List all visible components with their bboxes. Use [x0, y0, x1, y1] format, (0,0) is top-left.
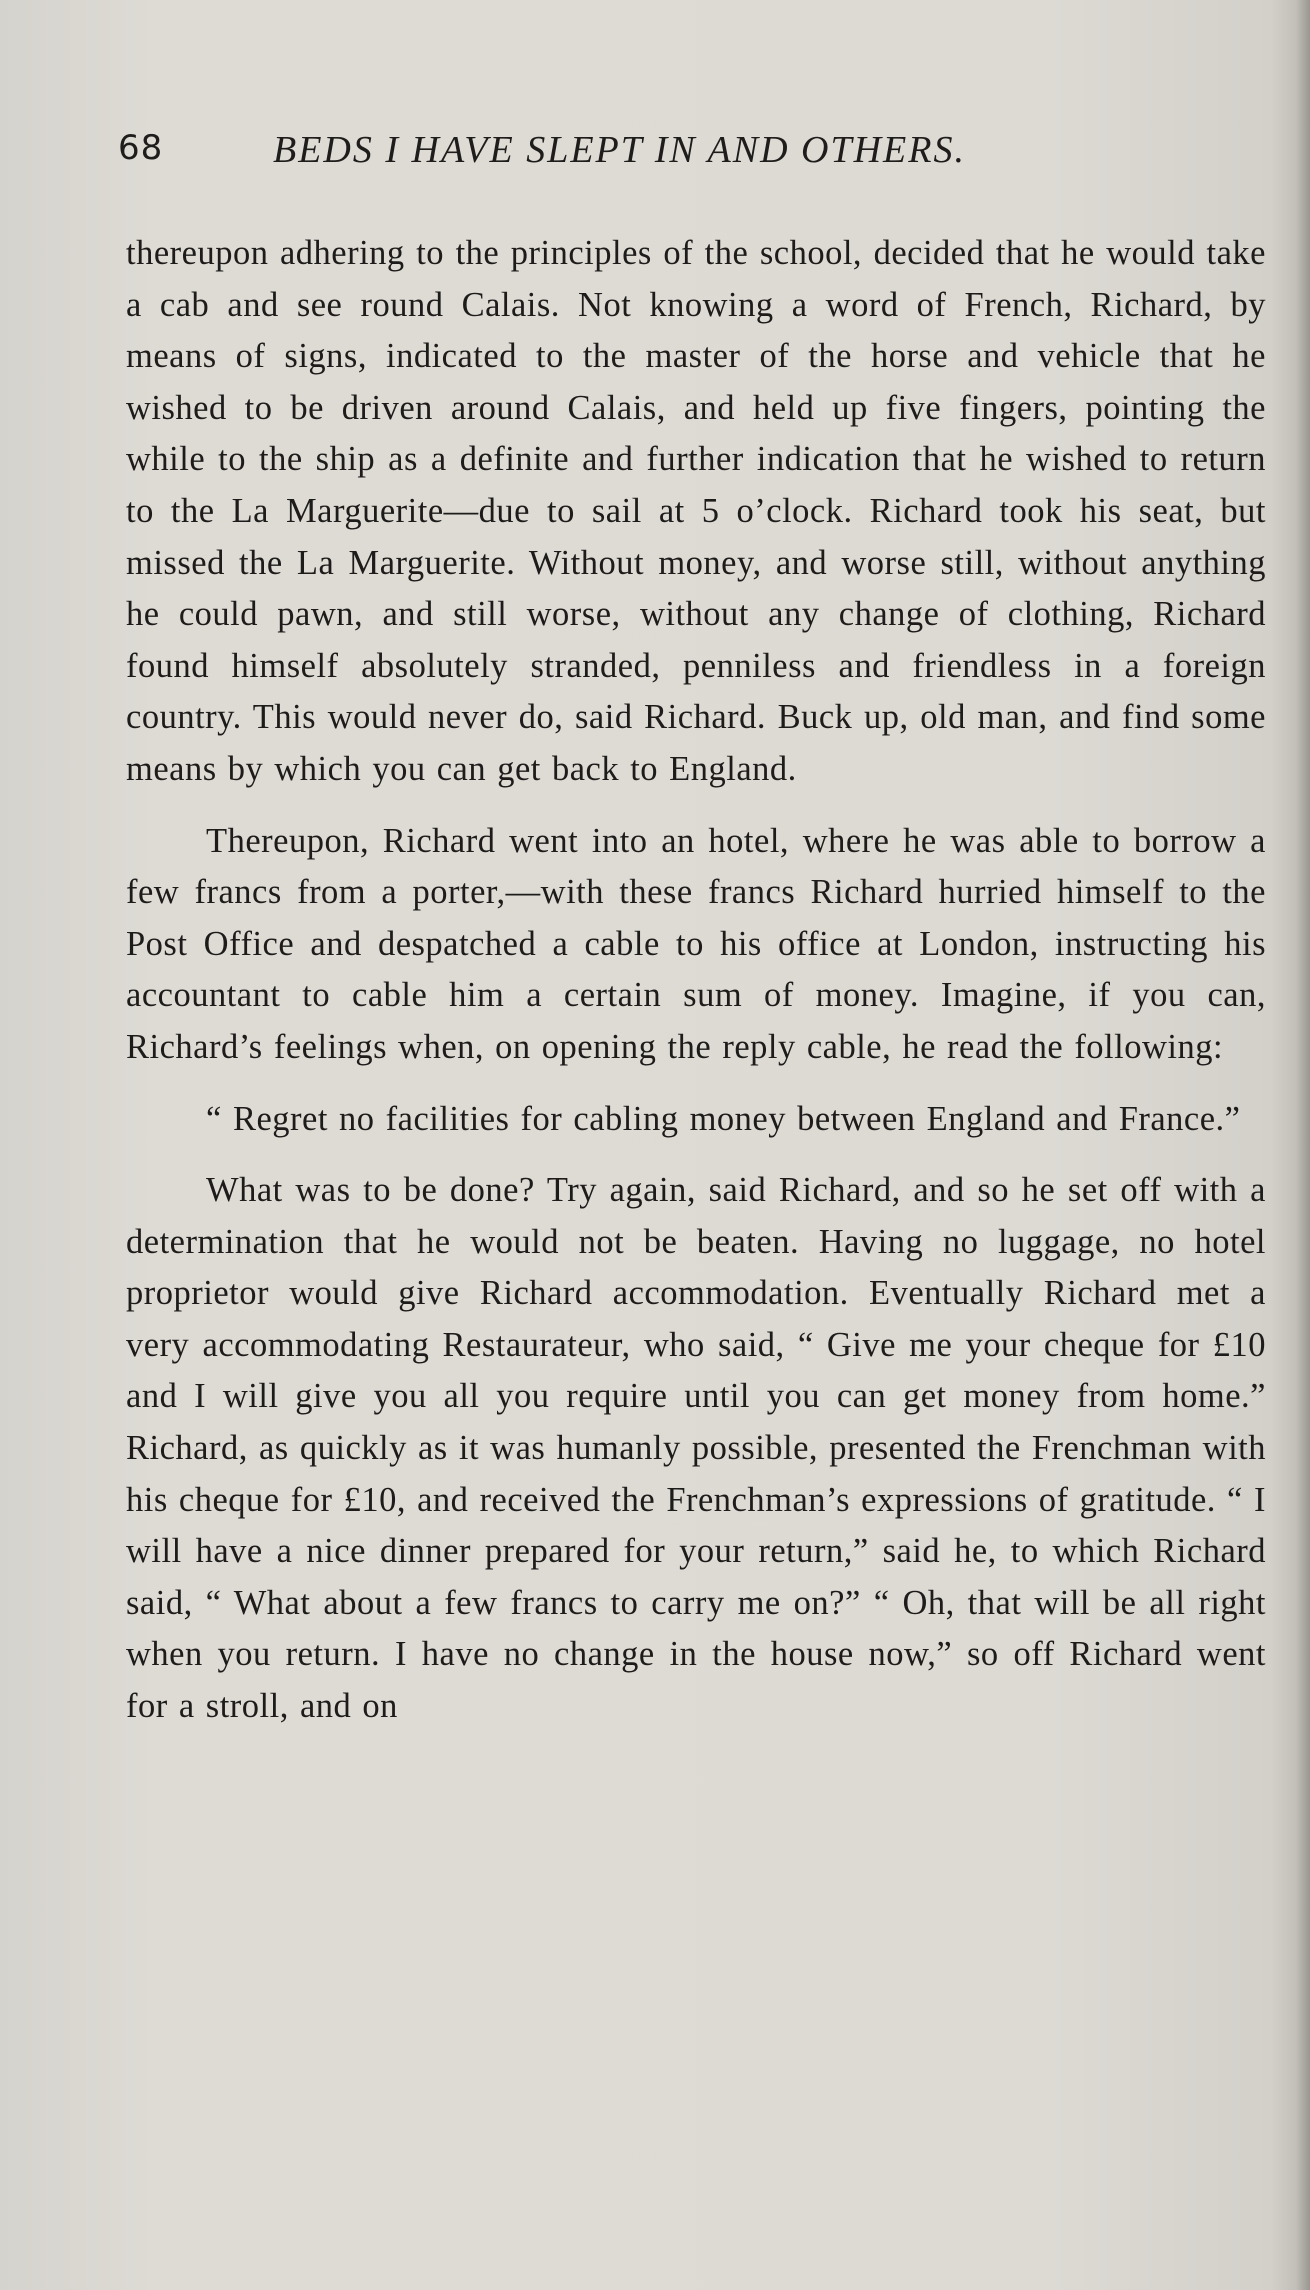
quoted-cable-paragraph: “ Regret no facilities for cabling money between England and France.” [206, 1099, 1241, 1138]
paragraph: Thereupon, Richard went into an hotel, where he was able to borrow a few francs from a porter,—with these francs Richard hurried himself to the Post Office and despatched a cable to his office at London, instructing his accountant to cable him a certain sum of money. Imagine, if you can, Richard’s feelings when, on opening the reply cable, he read the following: [126, 821, 1266, 1066]
running-title: BEDS I HAVE SLEPT IN AND OTHERS. [273, 129, 966, 171]
page-edge-shadow [1296, 0, 1310, 2290]
paragraph: What was to be done? Try again, said Richard, and so he set off with a determination that he would not be beaten. Having no luggage, no hotel proprietor would give Richard accommodation. Eventually Richard met a very accommodating Restaurateur, who said, “ Give me your cheque for £10 and I will give you all you require until you can get money from home.” Richard, as quickly as it was humanly possible, presented the Frenchman with his cheque for £10, and received the Frenchman’s expressions of gratitude. “ I will have a nice dinner prepared for your return,” said he, to which Richard said, “ What about a few francs to carry me on?” “ Oh, that will be all right when you return. I have no change in the house now,” so off Richard went for a stroll, and on [126, 1171, 1266, 1726]
paragraph-continued: thereupon adhering to the principles of the school, decided that he would take a cab and see round Calais. Not knowing a word of French, Richard, by means of signs, indicated to the master of the horse and vehicle that he wished to be driven around Calais, and held up five fingers, pointing the while to the ship as a definite and further indication that he wished to return to the La Marguerite—due to sail at 5 o’clock. Richard took his seat, but missed the La Marguerite. Without money, and worse still, without anything he could pawn, and still worse, without any change of clothing, Richard found himself absolutely stranded, penniless and friendless in a foreign country. This would never do, said Richard. Buck up, old man, and find some means by which you can get back to England. [126, 234, 1266, 788]
running-head [118, 128, 1218, 188]
page-number: 68 [118, 128, 164, 168]
body-text [126, 228, 1266, 1733]
